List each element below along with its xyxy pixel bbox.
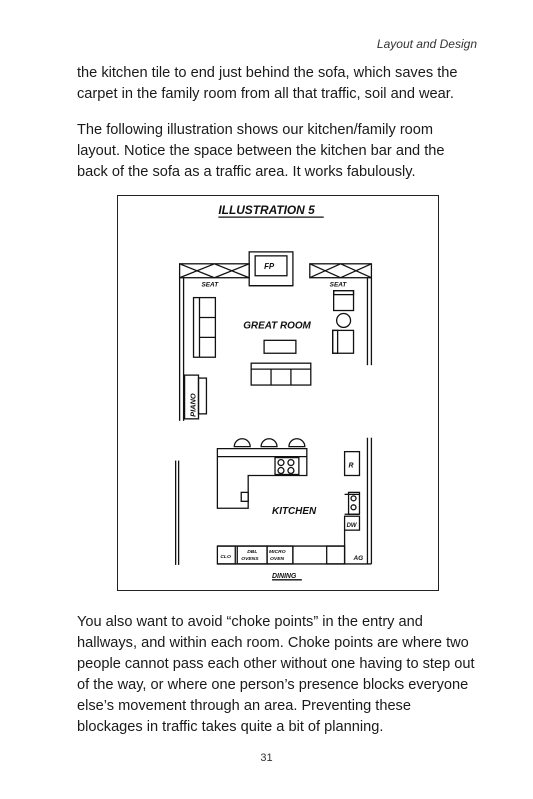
closet-label: CLO: [220, 554, 231, 560]
page-number: 31: [260, 752, 273, 764]
paragraph-2: The following illustration shows our kitchen/family room layout. Notice the space between the kitchen bar and the back of the sofa as a traffic area. It works fabulously.: [77, 122, 445, 180]
top-left-window-seat: [180, 264, 250, 278]
running-head: Layout and Design: [376, 37, 477, 51]
great-room-label: GREAT ROOM: [243, 320, 311, 332]
dining-label: DINING: [272, 572, 297, 580]
piano-label: PIANO: [188, 393, 198, 417]
seat-right-label: SEAT: [329, 281, 347, 289]
double-ovens-label-1: DBL: [247, 550, 258, 555]
double-ovens-label-2: OVENS: [241, 556, 259, 562]
paragraph-3: You also want to avoid “choke points” in the entry and hallways, and within each room. Choke points are where two people cannot pass each other without one having to step out of the way, or where one person’s presence blocks everyone else’s movement through an area. Preventing these blockages in traffic takes quite a bit of planning.: [77, 614, 475, 735]
top-right-window-seat: [310, 264, 372, 278]
refrigerator-label: R: [348, 462, 354, 470]
illustration-title: ILLUSTRATION 5: [218, 203, 315, 218]
kitchen-label: KITCHEN: [272, 506, 317, 518]
seat-left-label: SEAT: [201, 281, 219, 289]
illustration-floor-plan: [117, 195, 439, 591]
floor-plan-drawing: [118, 196, 438, 590]
paragraph-1: the kitchen tile to end just behind the sofa, which saves the carpet in the family room from all that traffic, soil and wear.: [77, 65, 458, 102]
dishwasher-label: DW: [346, 523, 357, 530]
fireplace-label: FP: [264, 261, 275, 271]
appliance-garage-label: AG: [353, 554, 364, 562]
micro-oven-label-1: MICRO: [269, 550, 286, 555]
micro-oven-label-2: OVEN: [270, 556, 285, 562]
